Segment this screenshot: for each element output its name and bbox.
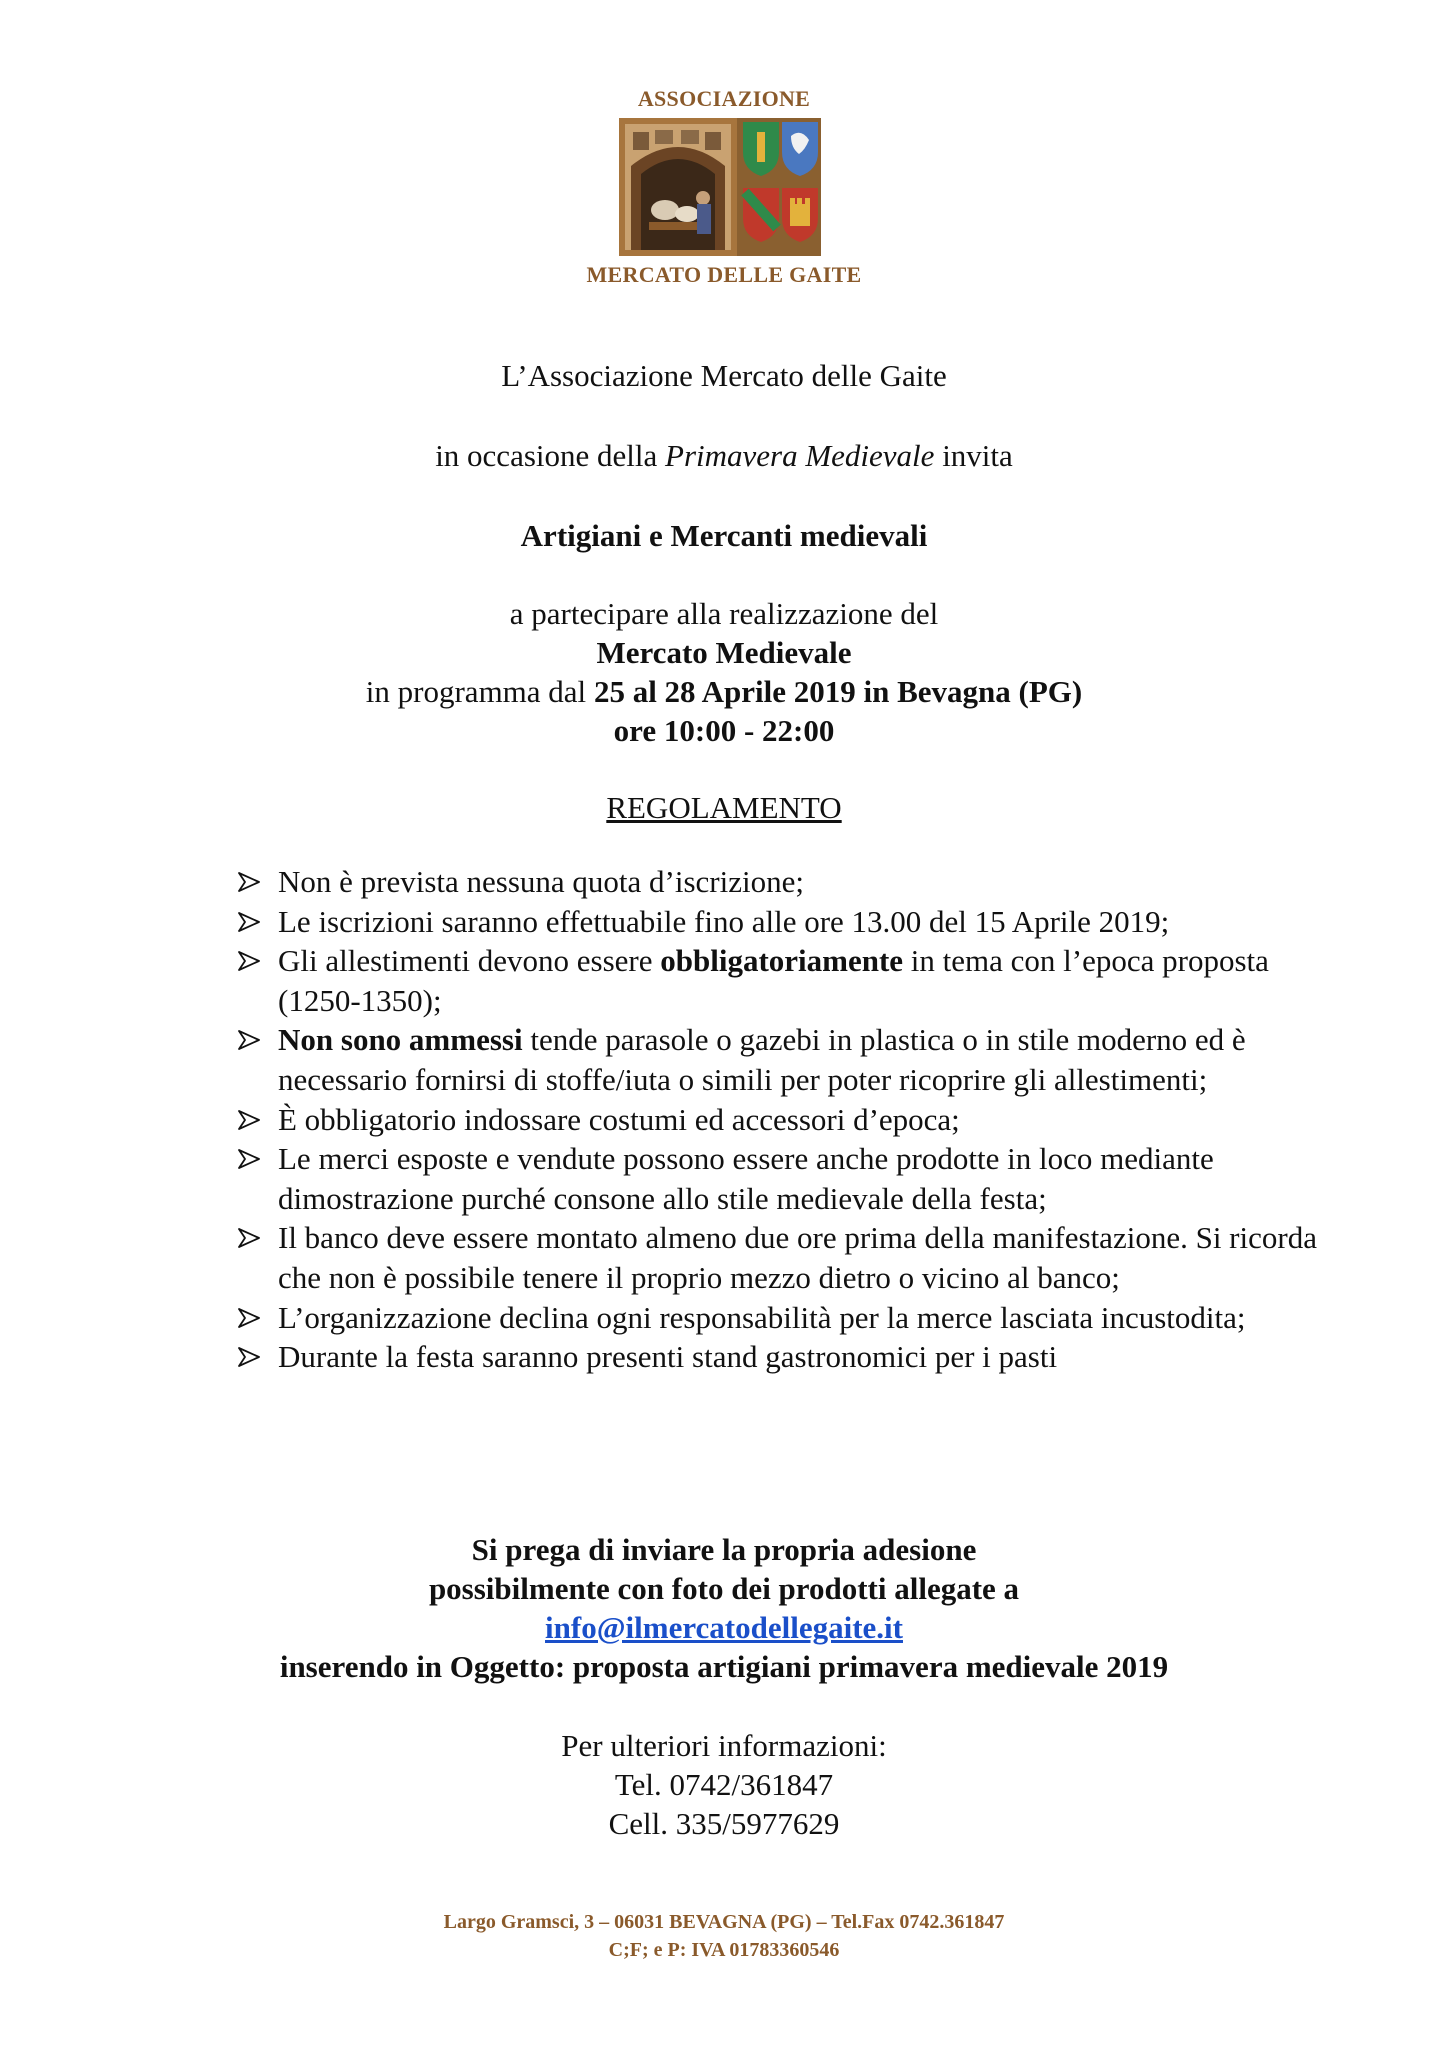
rule-text: Non è prevista nessuna quota d’iscrizione; [278,864,804,899]
request-line-subject: inserendo in Oggetto: proposta artigiani primavera medievale 2019 [279,1649,1169,1684]
rule-text: Le iscrizioni saranno effettuabile fino alle ore 13.00 del 15 Aprile 2019; [278,903,1170,939]
rule-item [238,862,1338,902]
arrowhead-bullet-icon [238,1030,260,1050]
intro-line-occasion [0,436,1448,476]
request-line-photos: possibilmente con foto dei prodotti allegate a [428,1571,1020,1606]
request-line-send: Si prega di inviare la propria adesione [471,1532,977,1567]
footer-tax-id: C;F; e P: IVA 01783360546 [608,1939,840,1961]
arrowhead-bullet-icon [238,1149,260,1169]
arrowhead-bullet-icon [238,1110,260,1130]
invitees-heading: Artigiani e Mercanti medievali [520,518,928,553]
rule-text: Le merci esposte e vendute possono essere anche prodotte in loco mediante dimostrazione purché consone allo stile medievale della festa; [278,1141,1214,1216]
arrowhead-bullet-icon [238,1228,260,1248]
rule-item [238,1100,1338,1140]
rule-text: È obbligatorio indossare costumi ed accessori d’epoca; [278,1101,960,1137]
opening-hours: ore 10:00 - 22:00 [613,713,835,748]
rule-text: L’organizzazione declina ogni responsabilità per la merce lasciata incustodita; [278,1299,1246,1335]
schedule-pre: in programma dal [365,674,594,709]
market-name: Mercato Medievale [596,635,852,670]
rule-item [238,902,1338,942]
rule-item [238,1337,1338,1377]
rules-list [238,862,1338,1377]
rule-item [238,1298,1338,1338]
association-title-top: ASSOCIAZIONE [637,86,811,111]
rule-item [238,941,1338,1020]
intro-line-participate: a partecipare alla realizzazione del [509,596,939,631]
rule-item [238,1139,1338,1218]
intro-occasion-pre: in occasione della [435,438,666,473]
rule-text-post: in tema con l’epoca proposta (1250-1350); [278,943,1269,1018]
event-name: Primavera Medievale [665,438,935,473]
intro-line-association: L’Associazione Mercato delle Gaite [501,358,947,393]
rule-text: Durante la festa saranno presenti stand gastronomici per i pasti [278,1339,1058,1375]
footer-address: Largo Gramsci, 3 – 06031 BEVAGNA (PG) – Tel.Fax 0742.361847 [443,1911,1005,1933]
rules-title: REGOLAMENTO [606,790,842,825]
request-email-line [0,1608,1448,1648]
arrowhead-bullet-icon [238,1308,260,1328]
contacts-title: Per ulteriori informazioni: [561,1728,887,1763]
rule-text: Il banco deve essere montato almeno due ore prima della manifestazione. Si ricorda che non è possibile tenere il proprio mezzo dietro o vicino al banco; [278,1220,1317,1295]
rule-text-bold: Non sono ammessi [278,1022,523,1058]
contact-mobile: Cell. 335/5977629 [608,1806,840,1841]
contact-phone: Tel. 0742/361847 [614,1767,834,1802]
email-link[interactable]: info@ilmercatodellegaite.it [545,1610,903,1645]
arrowhead-bullet-icon [238,872,260,892]
intro-line-schedule [0,672,1448,712]
association-title-bottom: MERCATO DELLE GAITE [586,262,862,287]
medieval-market-logo-icon [619,118,821,256]
rule-item [238,1020,1338,1099]
arrowhead-bullet-icon [238,951,260,971]
intro-occasion-post: invita [934,438,1013,473]
rule-text-bold: obbligatoriamente [660,943,904,979]
arrowhead-bullet-icon [238,912,260,932]
rule-item [238,1218,1338,1297]
arrowhead-bullet-icon [238,1347,260,1367]
rule-text-post: tende parasole o gazebi in plastica o in stile moderno ed è necessario fornirsi di stoffe/iuta o simili per poter ricoprire gli allestimenti; [278,1022,1277,1097]
rule-text-pre: Gli allestimenti devono essere [278,943,661,979]
schedule-dates: 25 al 28 Aprile 2019 in Bevagna (PG) [593,674,1083,709]
